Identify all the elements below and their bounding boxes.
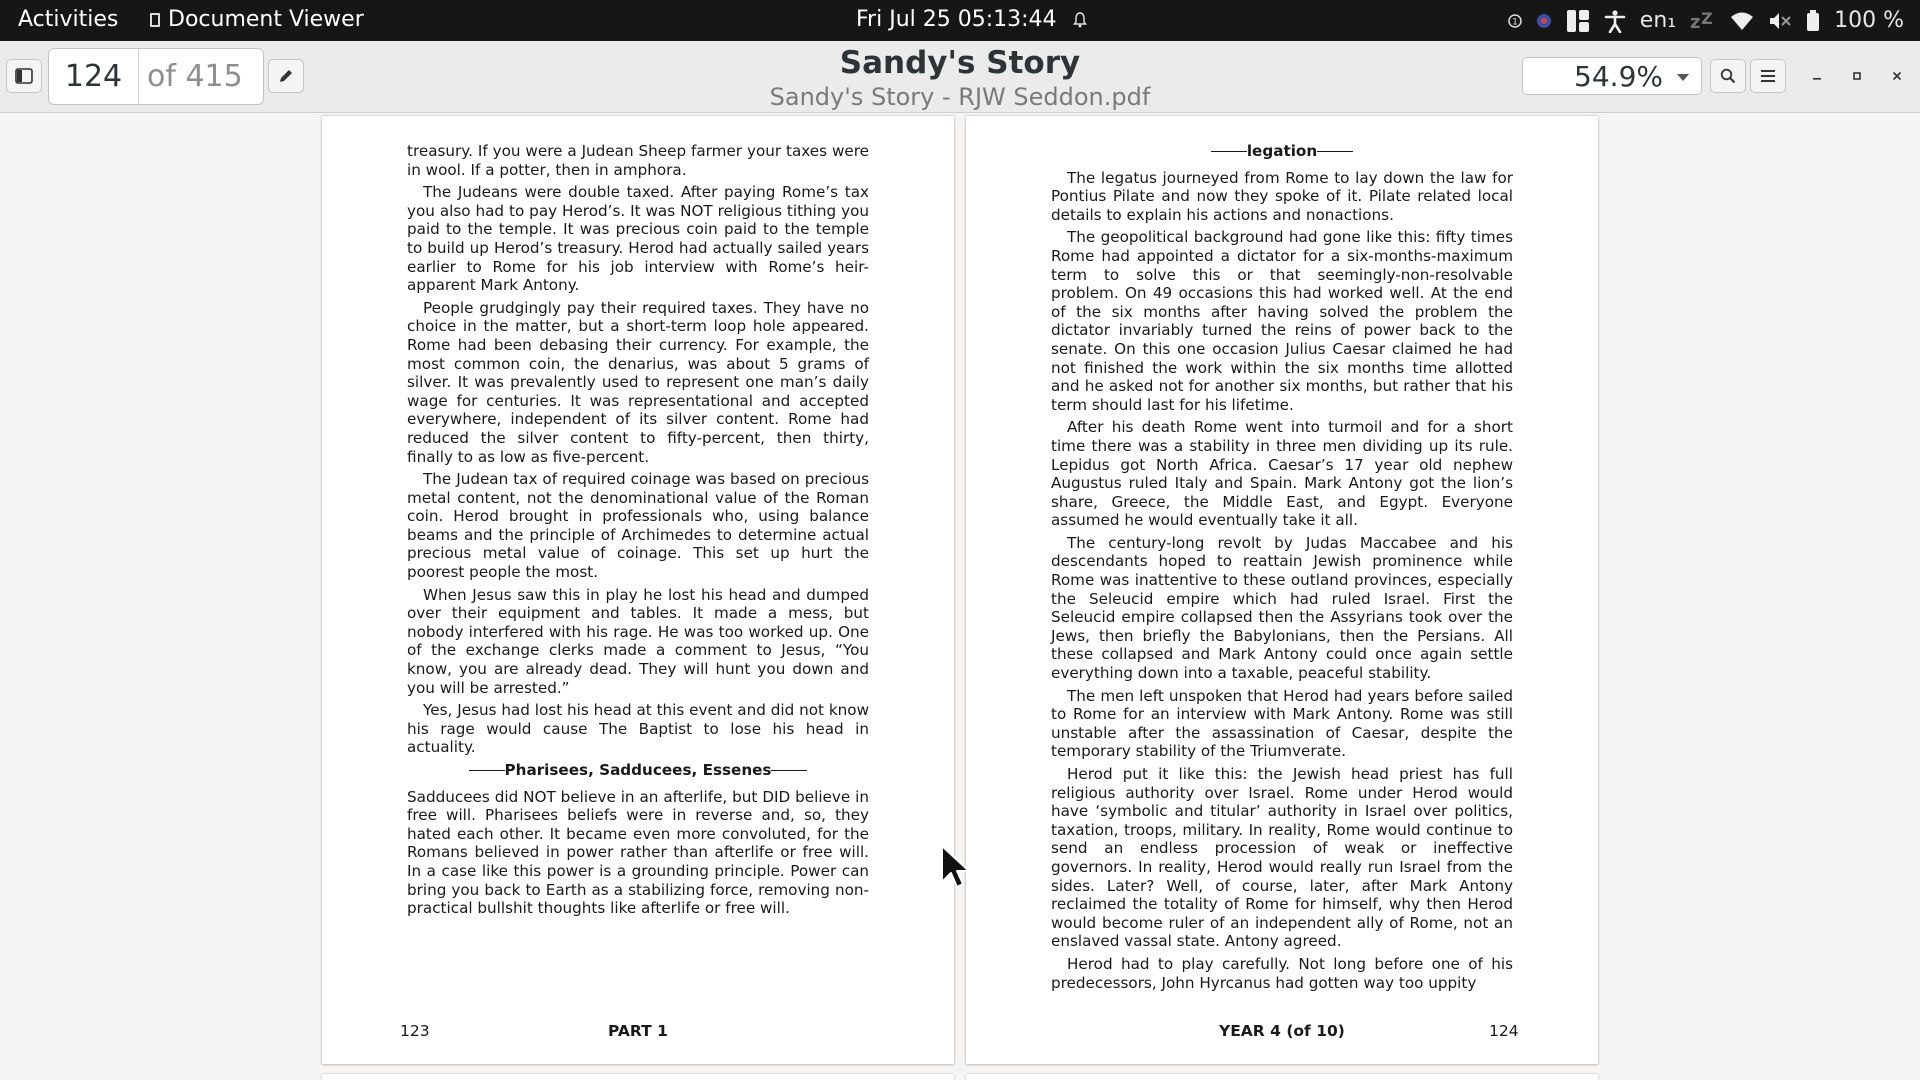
page-number: 123 xyxy=(400,1022,430,1040)
sidebar-toggle-icon xyxy=(15,68,33,84)
paragraph: The men left unspoken that Herod had years before sailed to Rome for an interview with Mark Antony. Rome was still unstable after the assassination of Caesar, despite the temporary stability of the Triumverate. xyxy=(1051,686,1513,761)
svg-text:1: 1 xyxy=(1511,17,1518,27)
hamburger-menu-icon xyxy=(1760,69,1776,83)
battery-percentage[interactable]: 100 % xyxy=(1834,8,1904,33)
accessibility-icon[interactable] xyxy=(1604,9,1626,33)
page-body-text xyxy=(407,142,869,922)
keyboard-layout-indicator[interactable]: en₁ xyxy=(1639,8,1677,33)
minimize-button[interactable] xyxy=(1804,63,1830,89)
running-footer: YEAR 4 (of 10) xyxy=(1219,1022,1345,1040)
page-number: 124 xyxy=(1489,1022,1519,1040)
current-page-input[interactable]: 124 xyxy=(49,49,139,104)
document-viewer-headerbar xyxy=(0,41,1920,113)
section-heading xyxy=(1051,142,1513,161)
svg-text:Z: Z xyxy=(1701,9,1713,28)
zoom-selector[interactable] xyxy=(1522,57,1702,95)
paragraph: People grudgingly pay their required taxes. They have no choice in the matter, but a short-term loop hole appeared. Rome had been debasing their currency. For example, the most common coin, the denarius, was about 5 grams of silver. It was prevalently used to represent one man’s daily wage for centuries. It was representational and accepted everywhere, independent of its silver content. Rome had reduced the silver content to fifty-percent, then thirty, finally to as low as five-percent. xyxy=(407,298,869,466)
clock[interactable] xyxy=(856,7,1087,32)
system-top-bar xyxy=(0,0,1920,41)
sidebar-toggle-button[interactable] xyxy=(6,59,42,93)
pencil-icon xyxy=(278,68,294,84)
paragraph: Herod had to play carefully. Not long before one of his predecessors, John Hyrcanus had gotten way too uppity xyxy=(1051,954,1513,992)
paragraph: The geopolitical background had gone like this: fifty times Rome had appointed a dictator for a six-months-maximum term to solve this or that seemingly-non-resolvable problem. On 49 occasions this had worked well. At the end of the six months after having solved the problem the dictator invariably turned the reins of power back to the senate. On this one occasion Julius Caesar claimed he had not finished the work within the six months time allotted and he asked not for another six months, but rather that his term should last for his lifetime. xyxy=(1051,228,1513,414)
document-app-icon xyxy=(150,13,160,27)
total-pages-label: of 415 xyxy=(147,59,243,94)
battery-icon[interactable] xyxy=(1806,10,1820,32)
svg-text:z: z xyxy=(1690,11,1701,32)
heading-rule xyxy=(469,770,505,771)
paragraph: Yes, Jesus had lost his head at this event and did not know his rage would cause The Baptist to lose his head in actuality. xyxy=(407,701,869,757)
sleep-icon[interactable] xyxy=(1690,10,1716,32)
heading-rule xyxy=(1317,151,1353,152)
maximize-icon xyxy=(1852,71,1862,81)
minimize-icon xyxy=(1812,71,1822,81)
chevron-down-icon xyxy=(1677,74,1689,81)
notification-badge-icon xyxy=(1508,14,1522,28)
wifi-icon[interactable] xyxy=(1730,11,1754,31)
bell-icon xyxy=(1073,12,1087,28)
paragraph: The legatus journeyed from Rome to lay down the law for Pontius Pilate and now they spoke of it. Pilate related local details to explain his actions and nonactions. xyxy=(1051,168,1513,224)
section-heading-text: Pharisees, Sadducees, Essenes xyxy=(504,761,772,779)
paragraph: The Judean tax of required coinage was based on precious metal content, not the denominational value of the Roman coin. Herod brought in professionals who, using balance beams and the principle of Archimedes to determine actual precious metal value of coinage. This set up hurt the poorest people the most. xyxy=(407,470,869,582)
running-footer: PART 1 xyxy=(608,1022,668,1040)
pdf-page-123 xyxy=(322,116,954,1064)
window-title xyxy=(660,43,1260,111)
heading-rule xyxy=(1211,151,1247,152)
annotate-button[interactable] xyxy=(268,59,304,93)
paragraph: treasury. If you were a Judean Sheep farmer your taxes were in wool. If a potter, then in amphora. xyxy=(407,142,869,179)
paragraph: The century-long revolt by Judas Maccabee and his descendants hoped to reattain Jewish prominence while Rome was inattentive to these outland provinces, especially the Seleucid empire which had ruled Israel. First the Seleucid empire collapsed then the Assyrians took over the Jews, then briefly the Babylonians, then the Persians. All these collapsed and Mark Antony could once again settle everything down into a taxable, peaceful stability. xyxy=(1051,533,1513,683)
section-heading-text: legation xyxy=(1246,142,1318,160)
maximize-button[interactable] xyxy=(1844,63,1870,89)
activities-button[interactable]: Activities xyxy=(18,7,119,32)
pdf-page-124 xyxy=(966,116,1598,1064)
document-filename: Sandy's Story - RJW Seddon.pdf xyxy=(769,83,1151,111)
paragraph: Sadducees did NOT believe in an afterlife, but DID believe in free will. Pharisees beliefs were in reverse and, so, they hated each other. It became even more convoluted, for the Romans believed in power rather than afterlife or free will. In a case like this power is a grounding principle. Power can bring you back to Earth as a stabilizing force, removing non-practical bullshit thoughts like afterlife or free will. xyxy=(407,787,869,918)
volume-muted-icon[interactable] xyxy=(1768,11,1792,31)
document-view[interactable] xyxy=(0,114,1920,1080)
page-body-text xyxy=(1051,142,1513,996)
close-button[interactable] xyxy=(1884,63,1910,89)
page-number-entry[interactable] xyxy=(48,48,264,105)
search-button[interactable] xyxy=(1710,59,1746,93)
zoom-value: 54.9% xyxy=(1574,59,1663,93)
system-tray[interactable] xyxy=(1508,0,1904,41)
app-indicator-icon[interactable] xyxy=(1536,13,1552,29)
app-menu-label: Document Viewer xyxy=(168,7,364,32)
paragraph: The Judeans were double taxed. After paying Rome’s tax you also had to pay Herod’s. It was NOT religious tithing you paid to the temple. It was precious coin paid to the temple to build up Herod’s treasury. Herod had actually sailed years earlier to Rome for his job interview with Rome’s heir-apparent Mark Antony. xyxy=(407,183,869,295)
close-icon xyxy=(1892,71,1902,81)
clock-label: Fri Jul 25 05:13:44 xyxy=(856,7,1057,32)
next-page-edge xyxy=(322,1074,954,1080)
app-menu[interactable] xyxy=(150,7,364,32)
search-icon xyxy=(1720,68,1736,84)
paragraph: After his death Rome went into turmoil and for a short time there was a stability in three men dividing up its rule. Lepidus got North Africa. Caesar’s 17 year old nephew Augustus ruled Italy and Spain. Mark Antony got the lion’s share, Greece, the Middle East, and Egypt. Everyone assumed he would eventually take it all. xyxy=(1051,418,1513,530)
main-menu-button[interactable] xyxy=(1750,59,1786,93)
paragraph: When Jesus saw this in play he lost his head and dumped over their equipment and tables. It made a mess, but nobody interfered with his rage. He was too worked up. One of the exchange clerks made a comment to Jesus, “You know, you are already dead. They will hunt you down and you will be arrested.” xyxy=(407,585,869,697)
document-title: Sandy's Story xyxy=(839,45,1081,81)
next-page-edge xyxy=(966,1074,1598,1080)
workspace-grid-icon[interactable] xyxy=(1566,9,1590,33)
section-heading xyxy=(407,761,869,780)
heading-rule xyxy=(771,770,807,771)
mouse-pointer-icon xyxy=(940,844,970,890)
paragraph: Herod put it like this: the Jewish head priest has full religious authority over Israel. Rome under Herod would have ‘symbolic and titular’ authority in Israel over politics, taxation, troops, military. In reality, Rome would continue to send an endless procession of weak or ineffective governors. In reality, Herod would really run Israel from the sides. Later? Well, of course, later, after Mark Antony reclaimed the totality of Rome for himself, why then Herod would become ruler of an independent ally of Rome, not an enslaved vassal state. Antony agreed. xyxy=(1051,765,1513,951)
